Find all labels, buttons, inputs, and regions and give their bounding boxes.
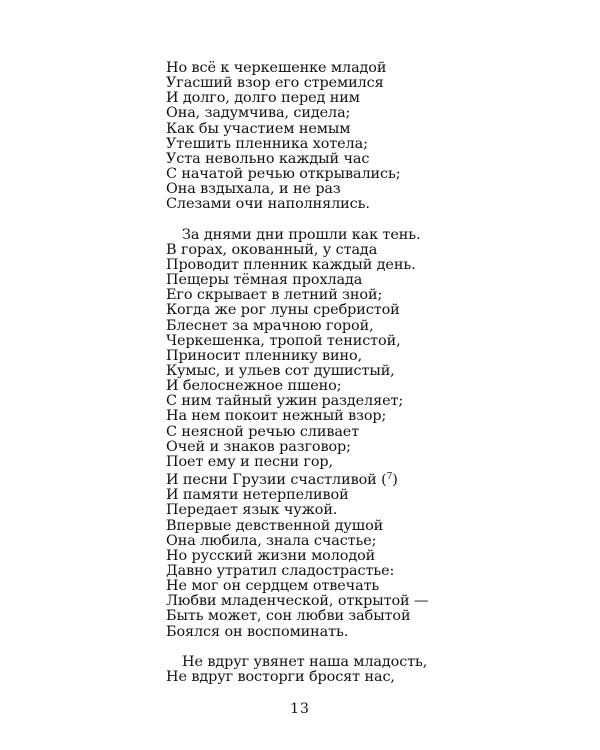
verse-line: Любви младенческой, открытой — (166, 593, 429, 610)
verse-line: За днями дни прошли как тень. (182, 226, 421, 243)
verse-line: Но русский жизни молодой (166, 547, 376, 564)
verse-line: Она вздыхала, и не раз (166, 181, 341, 198)
verse-line: Кумыс, и ульев сот душистый, (166, 362, 395, 379)
verse-line: И долго, долго перед ним (166, 90, 360, 107)
page-number: 13 (290, 701, 310, 717)
verse-line: Когда же рог луны сребристой (166, 302, 400, 319)
verse-line: С начатой речью открывались; (166, 166, 401, 183)
verse-line: На нем покоит нежный взор; (166, 408, 387, 425)
verse-line: Не вдруг увянет наша младость, (182, 653, 428, 670)
verse-line: Его скрывает в летний зной; (166, 287, 383, 304)
verse-line: Угасший взор его стремился (166, 75, 384, 92)
verse-line: Передает язык чужой. (166, 502, 338, 519)
verse-line: Но всё к черкешенке младой (166, 60, 387, 76)
verse-line: Впервые девственной душой (166, 517, 384, 534)
stanza-2 (166, 228, 466, 640)
verse-line: Приносит пленнику вино, (166, 347, 363, 364)
verse-line: Быть может, сон любви забытой (166, 608, 411, 625)
verse-line: Пещеры тёмная прохлада (166, 272, 363, 289)
verse-line: С неясной речью сливает (166, 423, 360, 440)
stanza-gap (166, 213, 466, 228)
verse-line: Она любила, знала счастье; (166, 532, 377, 549)
verse-line: Как бы участием немым (166, 120, 351, 137)
verse-line: Не вдруг восторги бросят нас, (166, 668, 395, 685)
verse-line: Черкешенка, тропой тенистой, (166, 332, 401, 349)
verse-line: Поет ему и песни гор, (166, 453, 333, 470)
verse-line: Блеснет за мрачною горой, (166, 317, 374, 334)
verse-line-with-footnote (166, 470, 466, 488)
verse-line: В горах, окованный, у стада (166, 241, 378, 258)
verse-line: Утешить пленника хотела; (166, 135, 368, 152)
stanza-3 (166, 655, 466, 685)
poem-text (166, 61, 466, 685)
verse-line: Слезами очи наполнялись. (166, 196, 370, 213)
verse-line: Она, задумчива, сидела; (166, 105, 351, 122)
verse-line: И белоснежное пшено; (166, 378, 342, 395)
verse-line: С ним тайный ужин разделяет; (166, 393, 404, 410)
verse-line: И памяти нетерпеливой (166, 487, 349, 504)
stanza-1 (166, 61, 466, 213)
verse-text: И песни Грузии счастливой ( (166, 472, 387, 489)
verse-line: Очей и знаков разговор; (166, 438, 351, 455)
verse-line: Уста невольно каждый час (166, 150, 370, 167)
footnote-close: ) (392, 472, 398, 489)
stanza-gap (166, 640, 466, 655)
verse-line: Давно утратил сладострастье: (166, 563, 395, 579)
verse-line: Боялся он воспоминать. (166, 623, 349, 640)
footnote-marker: 7 (386, 472, 393, 483)
verse-line: Проводит пленник каждый день. (166, 256, 416, 273)
verse-line: Не мог он сердцем отвечать (166, 578, 380, 595)
